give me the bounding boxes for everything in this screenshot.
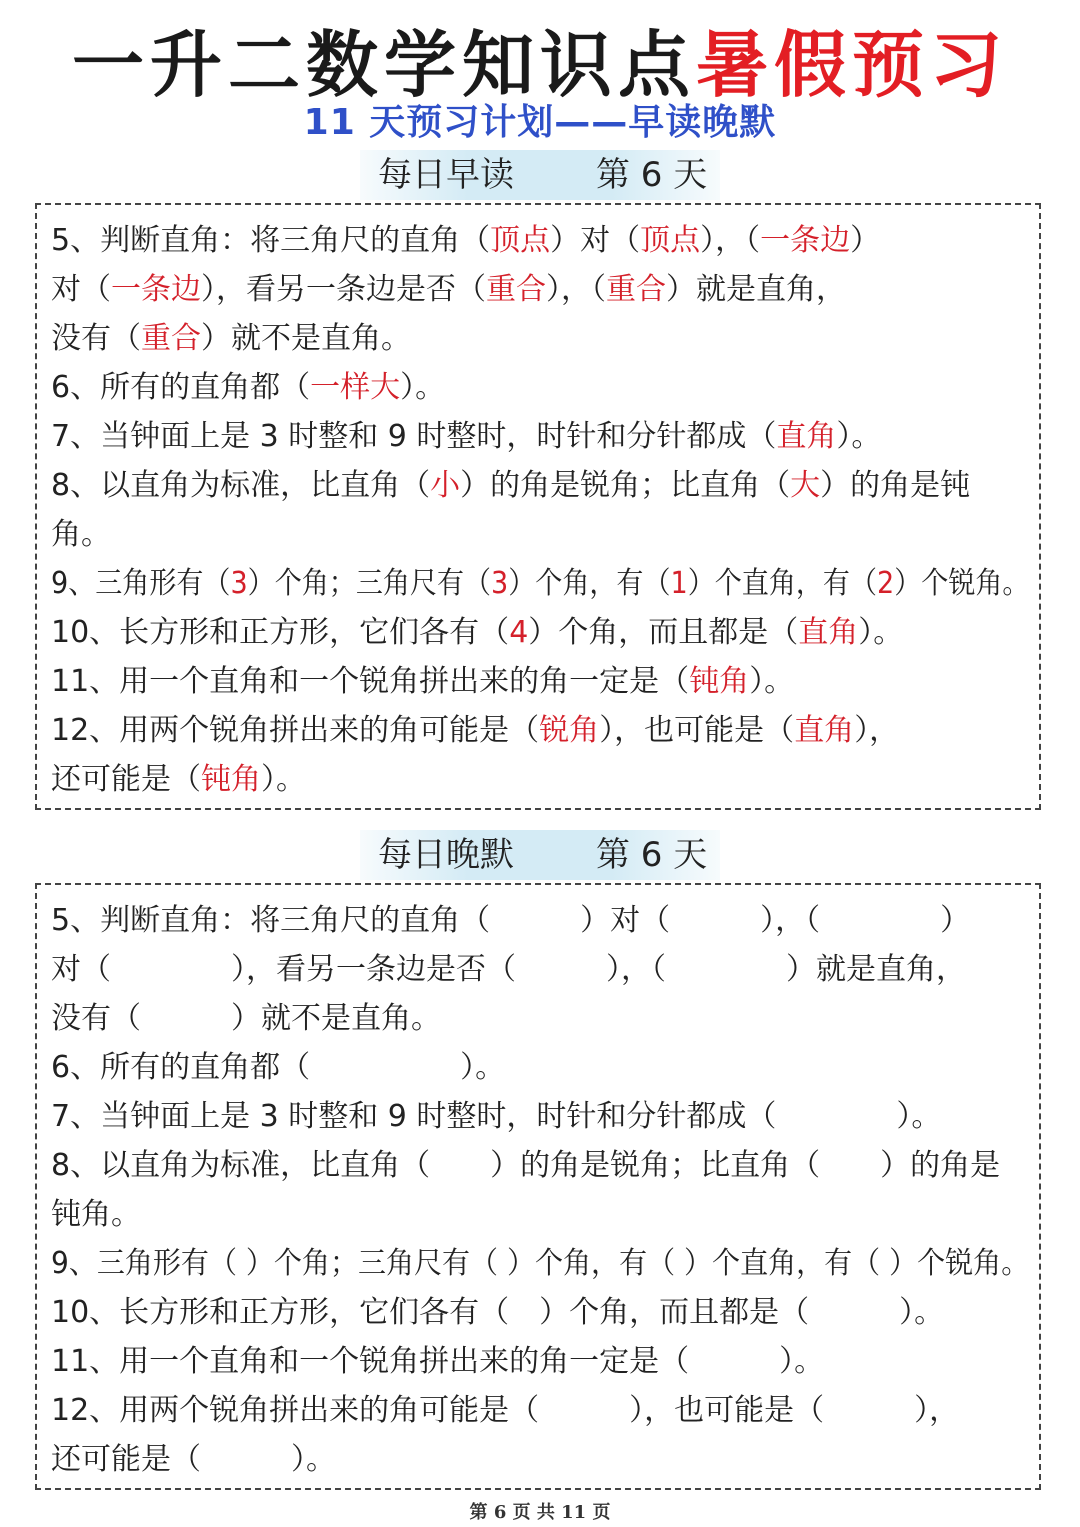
answer-text: 3 [491, 566, 509, 601]
answer-text: 一条边 [760, 223, 851, 258]
answer-text: 一样大 [310, 370, 401, 405]
evening-line: 12、用两个锐角拼出来的角可能是（ ），也可能是（ ）， [51, 1393, 960, 1428]
question-text: 7、当钟面上是 3 时整和 9 时整时，时针和分针都成（ [51, 419, 777, 454]
question-text: ）的角是钝 [820, 468, 971, 503]
evening-banner-day: 第 6 天 [596, 835, 708, 875]
question-text: ）就是直角， [666, 272, 846, 307]
answer-text: 重合 [486, 272, 546, 307]
question-text: 10、长方形和正方形，它们各有（ [51, 615, 510, 650]
question-text: ）。 [858, 615, 904, 650]
morning-line [51, 319, 411, 359]
question-text: 对（ [51, 272, 111, 307]
evening-line: 没有（ ）就不是直角。 [51, 1001, 441, 1036]
morning-line [51, 711, 899, 751]
question-text: ）就不是直角。 [201, 321, 411, 356]
question-text: 9、三角形有（ [51, 566, 231, 601]
title-highlight: 暑假预习 [696, 23, 1009, 107]
morning-line [51, 466, 970, 506]
answer-text: 小 [430, 468, 461, 503]
question-text: ）。 [400, 370, 446, 405]
evening-line: 10、长方形和正方形，它们各有（ ）个角，而且都是（ ）。 [51, 1295, 945, 1330]
morning-banner-label: 每日早读 [378, 155, 514, 195]
question-text: 没有（ [51, 321, 141, 356]
question-text: ）， [854, 713, 900, 748]
evening-line: 钝角。 [51, 1197, 141, 1232]
question-text: ）对（ [550, 223, 641, 258]
question-text: ）个直角，有（ [687, 566, 878, 601]
question-text: ）。 [836, 419, 882, 454]
answer-text: 锐角 [539, 713, 600, 748]
morning-banner [360, 150, 720, 200]
question-text: ）个锐角。 [894, 566, 1030, 601]
evening-line: 6、所有的直角都（ ）。 [51, 1050, 506, 1085]
page-number: 第 6 页 共 11 页 [469, 1502, 611, 1523]
evening-banner-label: 每日晚默 [378, 835, 514, 875]
answer-text: 1 [670, 566, 688, 601]
question-text: ）。 [749, 664, 795, 699]
morning-line [51, 564, 1029, 604]
evening-line: 7、当钟面上是 3 时整和 9 时整时，时针和分针都成（ ）。 [51, 1099, 942, 1134]
question-text: 12、用两个锐角拼出来的角可能是（ [51, 713, 540, 748]
evening-line: 8、以直角为标准，比直角（ ）的角是锐角；比直角（ ）的角是 [51, 1148, 1001, 1183]
question-text: ）个角；三角尺有（ [247, 566, 492, 601]
question-text: ），也可能是（ [599, 713, 795, 748]
evening-line: 11、用一个直角和一个锐角拼出来的角一定是（ ）。 [51, 1344, 825, 1379]
answer-text: 大 [790, 468, 821, 503]
answer-text: 钝角 [201, 762, 261, 797]
question-text: ）。 [261, 762, 306, 797]
question-text: 角。 [51, 517, 111, 552]
question-text: ）个角，有（ [508, 566, 671, 601]
morning-banner-day: 第 6 天 [596, 155, 708, 195]
answer-text: 一条边 [111, 272, 201, 307]
question-text: 5、判断直角：将三角尺的直角（ [51, 223, 491, 258]
answer-text: 4 [509, 615, 529, 650]
title-main: 一升二数学知识点 [71, 23, 696, 107]
question-text: ）的角是锐角；比直角（ [460, 468, 791, 503]
morning-line [51, 368, 445, 408]
morning-line [51, 760, 306, 800]
question-text: 6、所有的直角都（ [51, 370, 311, 405]
morning-line [51, 662, 794, 702]
morning-line [51, 613, 903, 653]
answer-text: 2 [877, 566, 895, 601]
question-text: ） [850, 223, 881, 258]
evening-line: 还可能是（ ）。 [51, 1442, 336, 1477]
question-text: ），（ [546, 272, 606, 307]
answer-text: 顶点 [490, 223, 551, 258]
evening-line: 5、判断直角：将三角尺的直角（ ）对（ ），（ ） [51, 903, 971, 938]
answer-text: 顶点 [640, 223, 701, 258]
question-text: ），（ [700, 223, 761, 258]
morning-line [51, 270, 846, 310]
subtitle: 11 天预习计划——早读晚默 [303, 102, 777, 143]
morning-reading-box [35, 203, 1041, 810]
answer-text: 直角 [794, 713, 855, 748]
answer-text: 重合 [141, 321, 201, 356]
evening-dictation-box [35, 883, 1041, 1490]
question-text: 11、用一个直角和一个锐角拼出来的角一定是（ [51, 664, 690, 699]
evening-line: 9、三角形有（ ）个角；三角尺有（ ）个角，有（ ）个直角，有（ ）个锐角。 [51, 1246, 1030, 1281]
answer-text: 钝角 [689, 664, 750, 699]
question-text: 还可能是（ [51, 762, 201, 797]
page-title [0, 22, 1080, 108]
answer-text: 直角 [798, 615, 859, 650]
evening-line: 对（ ），看另一条边是否（ ），（ ）就是直角， [51, 952, 966, 987]
question-text: ），看另一条边是否（ [201, 272, 486, 307]
answer-text: 直角 [776, 419, 837, 454]
evening-banner [360, 830, 720, 880]
morning-line [51, 515, 111, 555]
morning-line [51, 221, 880, 261]
morning-line [51, 417, 881, 457]
question-text: 8、以直角为标准，比直角（ [51, 468, 431, 503]
answer-text: 3 [230, 566, 248, 601]
answer-text: 重合 [606, 272, 666, 307]
question-text: ）个角，而且都是（ [528, 615, 799, 650]
